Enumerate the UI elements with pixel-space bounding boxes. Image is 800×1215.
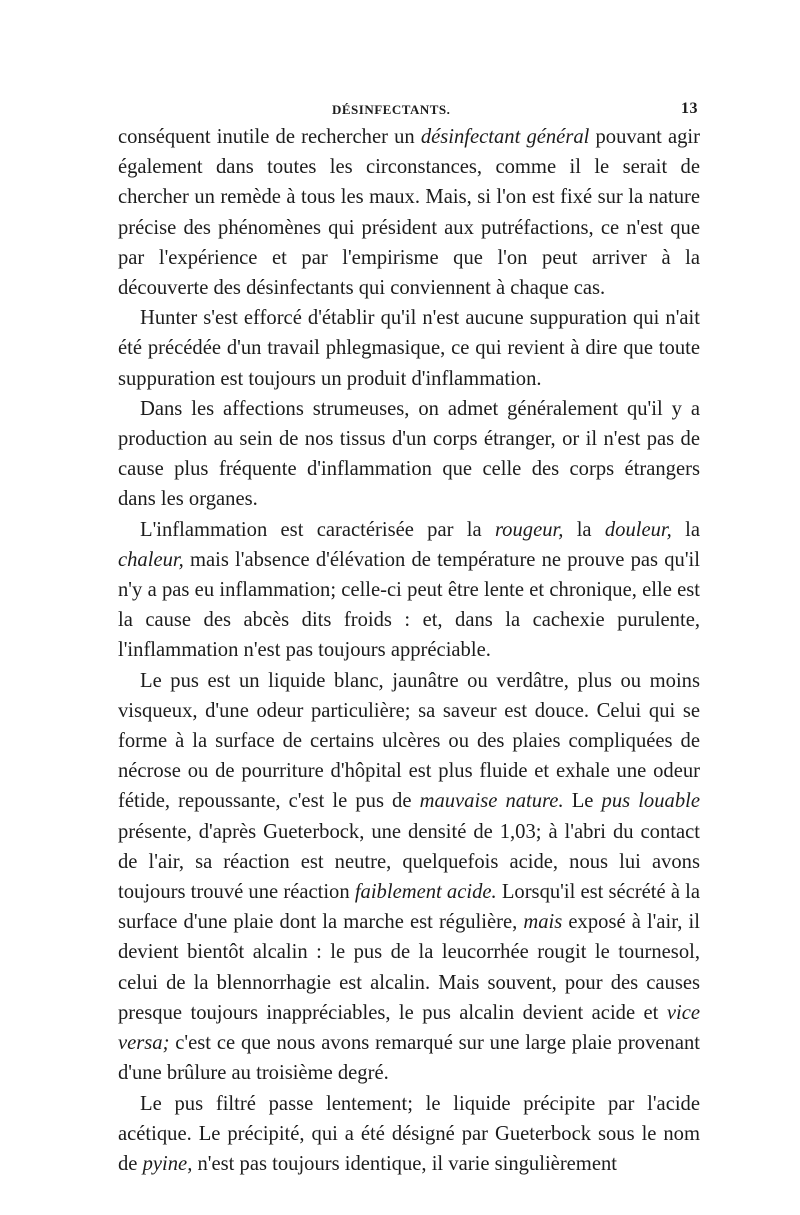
italic-text: désinfectant général bbox=[420, 126, 590, 148]
italic-text: chaleur, bbox=[118, 548, 184, 571]
text-run: Le pus est un liquide blanc, jaunâtre ou verdâtre, plus ou moins visqueux, d'une odeur particulière; sa saveur est douce. Celui qui se forme à la surface de certains ulcères ou des plaies compliquées de nécrose ou de pourriture d'hôpital est plus fluide et exhale une odeur fétide, repoussante, c'est le pus de bbox=[118, 669, 700, 813]
running-title: DÉSINFECTANTS. bbox=[332, 102, 451, 117]
italic-text: mais bbox=[523, 911, 563, 934]
text-run: Le bbox=[563, 790, 602, 813]
text-run: Dans les affections strumeuses, on admet généralement qu'il y a production au sein de nos tissus d'un corps étranger, or il n'est pas de cause plus fréquente d'inflammation que celle des corps étrangers dans les organes. bbox=[118, 397, 700, 511]
text-run: Le pus filtré passe lentement; le liquide précipite par l'acide acétique. Le précipité, qui a été désigné par Gueterbock sous le nom de bbox=[118, 1092, 700, 1175]
text-run: la bbox=[671, 518, 700, 541]
italic-text: rougeur, bbox=[494, 518, 564, 541]
italic-text: pyine, bbox=[142, 1152, 193, 1175]
text-run: exposé à l'air, il devient bientôt alcalin : le pus de la leucorrhée rougit le tournesol, celui de la blennorrhagie est alcalin. Mais souvent, pour des causes presque toujours inappréciables, le pus alcalin devient acide et bbox=[118, 911, 700, 1024]
italic-text: douleur, bbox=[604, 518, 672, 541]
text-run: L'inflammation est caractérisée par la bbox=[140, 518, 495, 541]
paragraph bbox=[118, 666, 700, 1089]
paragraph bbox=[118, 1089, 700, 1180]
text-run: Lorsqu'il est sécrété à la surface d'une plaie dont la marche est régulière, bbox=[118, 881, 700, 934]
paragraph bbox=[118, 303, 700, 394]
text-run: c'est ce que nous avons remarqué sur une large plaie provenant d'une brûlure au troisième degré. bbox=[118, 1032, 700, 1085]
italic-text: vice versa; bbox=[118, 1001, 700, 1055]
text-run: présente, d'après Gueterbock, une densité de 1,03; à l'abri du contact de l'air, sa réaction est neutre, quelquefois acide, nous lui avons toujours trouvé une réaction bbox=[118, 820, 700, 904]
text-run: n'est pas toujours identique, il varie singulièrement bbox=[192, 1152, 617, 1175]
paragraph bbox=[118, 394, 700, 515]
page-number: 13 bbox=[681, 100, 698, 117]
text-run: pouvant agir également dans toutes les circonstances, comme il le serait de chercher un remède à tous les maux. Mais, si l'on est fixé sur la nature précise des phénomènes qui président aux putréfactions, ce n'est que par l'expérience et par l'empirisme que l'on peut arriver à la découverte des désinfectants qui conviennent à chaque cas. bbox=[118, 126, 700, 300]
text-run: conséquent inutile de rechercher un bbox=[118, 126, 421, 148]
text-run: Hunter s'est efforcé d'établir qu'il n'est aucune suppuration qui n'ait été précédée d'un travail phlegmasique, ce qui revient à dire que toute suppuration est toujours un produit d'inflammation. bbox=[118, 307, 700, 390]
book-page bbox=[118, 96, 700, 1179]
paragraph bbox=[118, 515, 700, 666]
page-header bbox=[118, 96, 700, 122]
text-run: mais l'absence d'élévation de température ne prouve pas qu'il n'y a pas eu inflammation; celle-ci peut être lente et chronique, elle est la cause des abcès dits froids : et, dans la cachexie purulente, l'inflammation n'est pas toujours appréciable. bbox=[118, 548, 700, 662]
italic-text: pus louable bbox=[601, 790, 700, 813]
paragraph bbox=[118, 122, 700, 303]
italic-text: mauvaise nature. bbox=[419, 790, 564, 813]
italic-text: faiblement acide. bbox=[354, 881, 497, 904]
body-text bbox=[118, 122, 700, 1179]
text-run: la bbox=[563, 518, 605, 541]
